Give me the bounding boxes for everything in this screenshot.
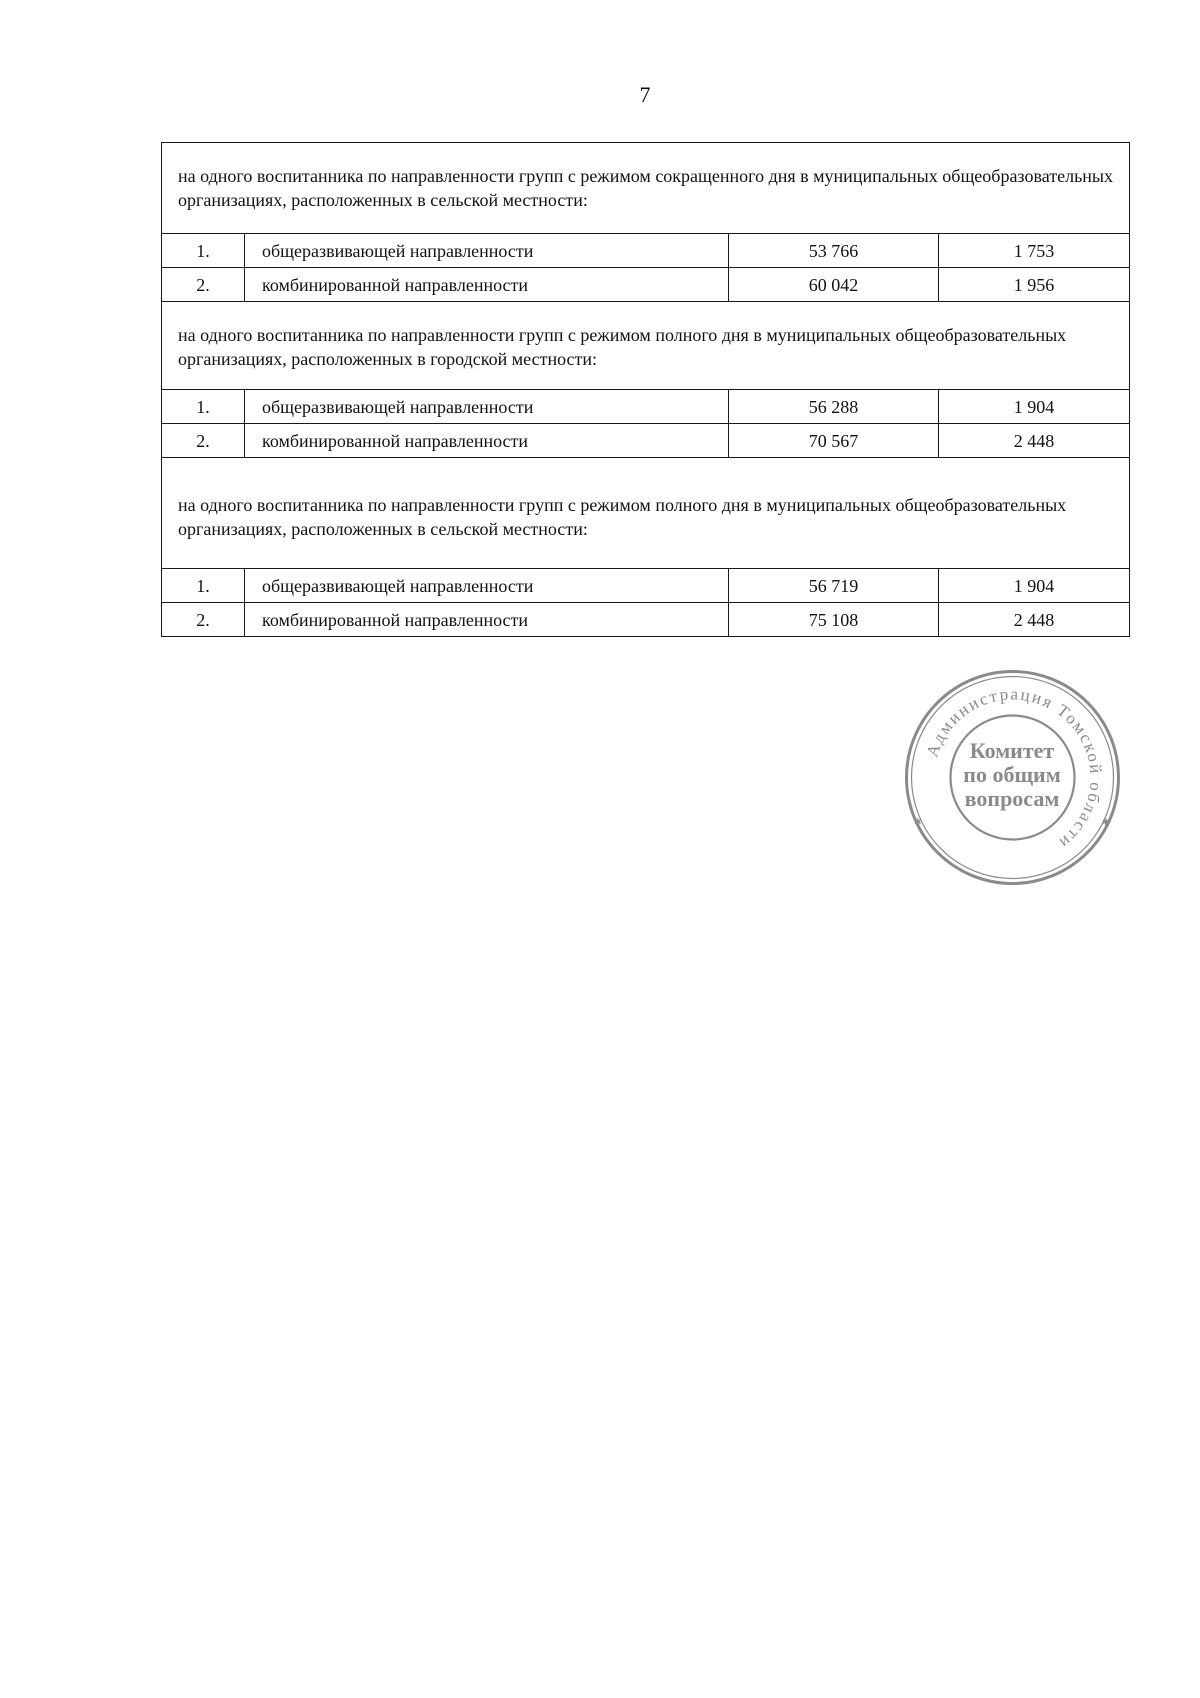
table-row xyxy=(162,569,1130,603)
seal-center-line: по общим xyxy=(963,762,1061,787)
row-value-2: 2 448 xyxy=(939,424,1130,458)
row-value-2: 2 448 xyxy=(939,603,1130,637)
section-heading-row xyxy=(162,458,1130,569)
row-label: общеразвивающей направленности xyxy=(245,390,729,424)
row-value-1: 60 042 xyxy=(729,268,939,302)
table-row xyxy=(162,390,1130,424)
row-label: комбинированной направленности xyxy=(245,424,729,458)
section-heading: на одного воспитанника по направленности групп с режимом полного дня в муниципальных общеобразовательных организациях, расположенных в городской местности: xyxy=(162,302,1130,390)
row-label: комбинированной направленности xyxy=(245,268,729,302)
seal-star-left: ✱ xyxy=(914,817,922,827)
official-seal xyxy=(900,665,1125,890)
table-row xyxy=(162,234,1130,268)
section-heading: на одного воспитанника по направленности групп с режимом полного дня в муниципальных общеобразовательных организациях, расположенных в сельской местности: xyxy=(162,458,1130,569)
table-row xyxy=(162,603,1130,637)
row-number: 2. xyxy=(162,603,245,637)
row-number: 2. xyxy=(162,424,245,458)
row-value-2: 1 904 xyxy=(939,569,1130,603)
row-value-2: 1 904 xyxy=(939,390,1130,424)
row-number: 1. xyxy=(162,569,245,603)
rates-table xyxy=(161,142,1130,637)
row-value-1: 56 719 xyxy=(729,569,939,603)
row-value-1: 56 288 xyxy=(729,390,939,424)
row-value-1: 75 108 xyxy=(729,603,939,637)
row-label: общеразвивающей направленности xyxy=(245,234,729,268)
row-number: 2. xyxy=(162,268,245,302)
row-number: 1. xyxy=(162,390,245,424)
row-label: комбинированной направленности xyxy=(245,603,729,637)
page-number: 7 xyxy=(639,82,651,107)
seal-star-right: ✱ xyxy=(1102,817,1110,827)
row-label: общеразвивающей направленности xyxy=(245,569,729,603)
seal-ring-text: Администрация Томской области xyxy=(922,684,1106,854)
row-value-1: 53 766 xyxy=(729,234,939,268)
row-value-2: 1 956 xyxy=(939,268,1130,302)
section-heading-row xyxy=(162,302,1130,390)
table-row xyxy=(162,424,1130,458)
row-value-1: 70 567 xyxy=(729,424,939,458)
section-heading-row xyxy=(162,143,1130,234)
table-row xyxy=(162,268,1130,302)
seal-center-line: Комитет xyxy=(969,738,1055,763)
seal-center-line: вопросам xyxy=(964,786,1060,811)
row-number: 1. xyxy=(162,234,245,268)
section-heading: на одного воспитанника по направленности групп с режимом сокращенного дня в муниципальных общеобразовательных организациях, расположенных в сельской местности: xyxy=(162,143,1130,234)
row-value-2: 1 753 xyxy=(939,234,1130,268)
